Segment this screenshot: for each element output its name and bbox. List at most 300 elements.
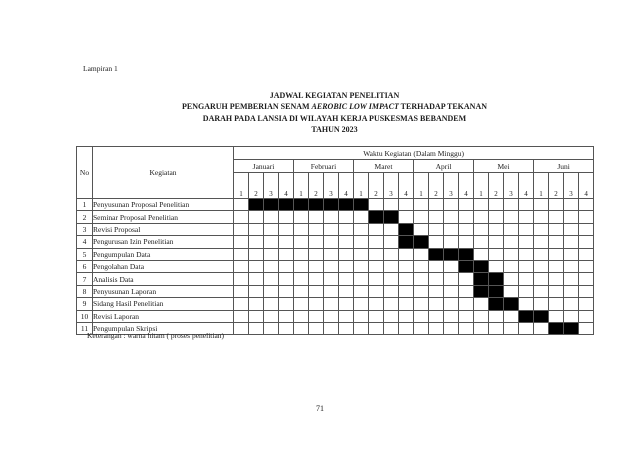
gantt-empty-cell bbox=[504, 199, 519, 211]
gantt-filled-cell bbox=[459, 260, 474, 272]
gantt-empty-cell bbox=[279, 236, 294, 248]
gantt-empty-cell bbox=[429, 236, 444, 248]
col-header-kegiatan: Kegiatan bbox=[93, 147, 234, 199]
gantt-empty-cell bbox=[549, 310, 564, 322]
gantt-empty-cell bbox=[309, 285, 324, 297]
gantt-empty-cell bbox=[564, 211, 579, 223]
gantt-empty-cell bbox=[354, 236, 369, 248]
activity-label-cell: Analisis Data bbox=[93, 273, 234, 285]
gantt-empty-cell bbox=[339, 248, 354, 260]
gantt-empty-cell bbox=[474, 298, 489, 310]
gantt-empty-cell bbox=[354, 248, 369, 260]
gantt-empty-cell bbox=[444, 223, 459, 235]
gantt-empty-cell bbox=[249, 260, 264, 272]
gantt-empty-cell bbox=[489, 310, 504, 322]
gantt-empty-cell bbox=[519, 298, 534, 310]
gantt-filled-cell bbox=[519, 310, 534, 322]
gantt-empty-cell bbox=[564, 285, 579, 297]
gantt-empty-cell bbox=[324, 298, 339, 310]
gantt-empty-cell bbox=[459, 310, 474, 322]
week-number-cell: 3 bbox=[444, 173, 459, 199]
gantt-empty-cell bbox=[579, 273, 594, 285]
gantt-empty-cell bbox=[324, 211, 339, 223]
gantt-empty-cell bbox=[504, 322, 519, 334]
gantt-empty-cell bbox=[549, 223, 564, 235]
gantt-empty-cell bbox=[384, 285, 399, 297]
gantt-empty-cell bbox=[369, 273, 384, 285]
gantt-empty-cell bbox=[264, 211, 279, 223]
col-header-no: No bbox=[77, 147, 93, 199]
row-number-cell: 11 bbox=[77, 322, 93, 334]
gantt-empty-cell bbox=[264, 273, 279, 285]
activity-label-cell: Pengumpulan Skripsi bbox=[93, 322, 234, 334]
gantt-empty-cell bbox=[234, 223, 249, 235]
row-number-cell: 4 bbox=[77, 236, 93, 248]
gantt-empty-cell bbox=[234, 273, 249, 285]
gantt-empty-cell bbox=[549, 211, 564, 223]
gantt-filled-cell bbox=[474, 260, 489, 272]
gantt-empty-cell bbox=[279, 260, 294, 272]
week-number-cell: 2 bbox=[249, 173, 264, 199]
gantt-filled-cell bbox=[264, 199, 279, 211]
gantt-filled-cell bbox=[474, 273, 489, 285]
gantt-empty-cell bbox=[294, 322, 309, 334]
gantt-empty-cell bbox=[279, 322, 294, 334]
gantt-empty-cell bbox=[579, 322, 594, 334]
gantt-empty-cell bbox=[579, 310, 594, 322]
gantt-empty-cell bbox=[264, 310, 279, 322]
activity-row bbox=[77, 199, 594, 211]
gantt-empty-cell bbox=[429, 310, 444, 322]
gantt-empty-cell bbox=[354, 310, 369, 322]
gantt-empty-cell bbox=[564, 199, 579, 211]
gantt-empty-cell bbox=[564, 248, 579, 260]
gantt-empty-cell bbox=[549, 236, 564, 248]
gantt-empty-cell bbox=[264, 298, 279, 310]
gantt-empty-cell bbox=[414, 273, 429, 285]
row-number-cell: 7 bbox=[77, 273, 93, 285]
title-line-1: JADWAL KEGIATAN PENELITIAN bbox=[269, 91, 400, 100]
gantt-empty-cell bbox=[474, 248, 489, 260]
gantt-empty-cell bbox=[264, 236, 279, 248]
month-header-februari: Februari bbox=[294, 160, 354, 173]
row-number-cell: 10 bbox=[77, 310, 93, 322]
gantt-empty-cell bbox=[474, 211, 489, 223]
week-number-cell: 4 bbox=[279, 173, 294, 199]
gantt-empty-cell bbox=[519, 223, 534, 235]
gantt-filled-cell bbox=[324, 199, 339, 211]
gantt-empty-cell bbox=[339, 310, 354, 322]
gantt-empty-cell bbox=[534, 285, 549, 297]
legend-note: Keterangan : warna hitam ( proses penelitian) bbox=[87, 331, 225, 340]
gantt-empty-cell bbox=[414, 199, 429, 211]
gantt-empty-cell bbox=[384, 310, 399, 322]
gantt-empty-cell bbox=[444, 260, 459, 272]
gantt-empty-cell bbox=[429, 211, 444, 223]
gantt-empty-cell bbox=[579, 285, 594, 297]
gantt-filled-cell bbox=[549, 322, 564, 334]
gantt-empty-cell bbox=[279, 310, 294, 322]
week-number-cell: 1 bbox=[234, 173, 249, 199]
gantt-empty-cell bbox=[504, 236, 519, 248]
gantt-empty-cell bbox=[309, 260, 324, 272]
activity-label-cell: Seminar Proposal Penelitian bbox=[93, 211, 234, 223]
gantt-empty-cell bbox=[549, 260, 564, 272]
gantt-empty-cell bbox=[399, 298, 414, 310]
gantt-filled-cell bbox=[414, 236, 429, 248]
gantt-empty-cell bbox=[489, 248, 504, 260]
gantt-empty-cell bbox=[534, 260, 549, 272]
week-number-cell: 4 bbox=[579, 173, 594, 199]
gantt-empty-cell bbox=[294, 260, 309, 272]
gantt-empty-cell bbox=[504, 273, 519, 285]
row-number-cell: 9 bbox=[77, 298, 93, 310]
gantt-empty-cell bbox=[429, 260, 444, 272]
gantt-empty-cell bbox=[279, 273, 294, 285]
activity-label-cell: Revisi Laporan bbox=[93, 310, 234, 322]
gantt-empty-cell bbox=[579, 236, 594, 248]
gantt-empty-cell bbox=[414, 260, 429, 272]
gantt-filled-cell bbox=[489, 285, 504, 297]
gantt-empty-cell bbox=[399, 285, 414, 297]
gantt-empty-cell bbox=[504, 260, 519, 272]
gantt-empty-cell bbox=[324, 273, 339, 285]
gantt-empty-cell bbox=[564, 223, 579, 235]
gantt-empty-cell bbox=[354, 260, 369, 272]
gantt-empty-cell bbox=[369, 248, 384, 260]
gantt-empty-cell bbox=[339, 298, 354, 310]
row-number-cell: 5 bbox=[77, 248, 93, 260]
gantt-empty-cell bbox=[384, 273, 399, 285]
gantt-empty-cell bbox=[519, 260, 534, 272]
gantt-empty-cell bbox=[519, 236, 534, 248]
gantt-filled-cell bbox=[399, 223, 414, 235]
gantt-empty-cell bbox=[234, 248, 249, 260]
schedule-gantt-table bbox=[76, 146, 594, 335]
gantt-empty-cell bbox=[339, 322, 354, 334]
gantt-empty-cell bbox=[549, 298, 564, 310]
gantt-empty-cell bbox=[264, 285, 279, 297]
gantt-filled-cell bbox=[279, 199, 294, 211]
row-number-cell: 6 bbox=[77, 260, 93, 272]
gantt-filled-cell bbox=[339, 199, 354, 211]
row-number-cell: 8 bbox=[77, 285, 93, 297]
week-number-cell: 2 bbox=[489, 173, 504, 199]
gantt-empty-cell bbox=[249, 211, 264, 223]
gantt-empty-cell bbox=[519, 285, 534, 297]
gantt-empty-cell bbox=[579, 223, 594, 235]
gantt-empty-cell bbox=[534, 248, 549, 260]
gantt-empty-cell bbox=[564, 260, 579, 272]
week-number-cell: 4 bbox=[459, 173, 474, 199]
gantt-empty-cell bbox=[489, 260, 504, 272]
gantt-empty-cell bbox=[339, 285, 354, 297]
gantt-filled-cell bbox=[444, 248, 459, 260]
week-number-cell: 2 bbox=[549, 173, 564, 199]
gantt-empty-cell bbox=[234, 285, 249, 297]
activity-row bbox=[77, 248, 594, 260]
activity-row bbox=[77, 223, 594, 235]
gantt-empty-cell bbox=[294, 273, 309, 285]
gantt-empty-cell bbox=[549, 285, 564, 297]
gantt-empty-cell bbox=[384, 298, 399, 310]
gantt-empty-cell bbox=[549, 199, 564, 211]
gantt-empty-cell bbox=[234, 298, 249, 310]
title-line-3: DARAH PADA LANSIA DI WILAYAH KERJA PUSKESMAS BEBANDEM bbox=[202, 113, 467, 123]
gantt-empty-cell bbox=[279, 298, 294, 310]
title-line-2-post: TERHADAP TEKANAN bbox=[398, 102, 487, 112]
week-number-cell: 4 bbox=[519, 173, 534, 199]
gantt-empty-cell bbox=[384, 223, 399, 235]
gantt-empty-cell bbox=[579, 248, 594, 260]
gantt-empty-cell bbox=[309, 211, 324, 223]
gantt-empty-cell bbox=[489, 199, 504, 211]
header-row-top bbox=[77, 147, 594, 160]
gantt-empty-cell bbox=[564, 298, 579, 310]
gantt-empty-cell bbox=[249, 285, 264, 297]
gantt-empty-cell bbox=[474, 199, 489, 211]
gantt-empty-cell bbox=[519, 273, 534, 285]
gantt-empty-cell bbox=[294, 248, 309, 260]
gantt-empty-cell bbox=[489, 211, 504, 223]
gantt-empty-cell bbox=[249, 273, 264, 285]
gantt-filled-cell bbox=[369, 211, 384, 223]
gantt-empty-cell bbox=[324, 322, 339, 334]
row-number-cell: 2 bbox=[77, 211, 93, 223]
gantt-empty-cell bbox=[339, 236, 354, 248]
gantt-empty-cell bbox=[444, 199, 459, 211]
gantt-empty-cell bbox=[414, 310, 429, 322]
gantt-empty-cell bbox=[504, 248, 519, 260]
gantt-empty-cell bbox=[234, 211, 249, 223]
gantt-empty-cell bbox=[579, 260, 594, 272]
gantt-empty-cell bbox=[384, 248, 399, 260]
gantt-empty-cell bbox=[459, 298, 474, 310]
gantt-empty-cell bbox=[294, 298, 309, 310]
gantt-empty-cell bbox=[354, 285, 369, 297]
gantt-empty-cell bbox=[324, 248, 339, 260]
week-number-cell: 2 bbox=[309, 173, 324, 199]
gantt-empty-cell bbox=[579, 199, 594, 211]
gantt-empty-cell bbox=[249, 310, 264, 322]
gantt-filled-cell bbox=[399, 236, 414, 248]
gantt-empty-cell bbox=[369, 199, 384, 211]
activity-row bbox=[77, 310, 594, 322]
activity-label-cell: Sidang Hasil Penelitian bbox=[93, 298, 234, 310]
activity-row bbox=[77, 236, 594, 248]
gantt-empty-cell bbox=[444, 322, 459, 334]
activity-label-cell: Pengolahan Data bbox=[93, 260, 234, 272]
gantt-empty-cell bbox=[444, 211, 459, 223]
gantt-empty-cell bbox=[429, 298, 444, 310]
activity-row bbox=[77, 273, 594, 285]
gantt-empty-cell bbox=[324, 236, 339, 248]
page-number: 71 bbox=[316, 404, 324, 413]
gantt-empty-cell bbox=[384, 199, 399, 211]
gantt-empty-cell bbox=[414, 248, 429, 260]
activity-row bbox=[77, 260, 594, 272]
gantt-empty-cell bbox=[249, 223, 264, 235]
gantt-filled-cell bbox=[564, 322, 579, 334]
gantt-empty-cell bbox=[324, 285, 339, 297]
gantt-empty-cell bbox=[264, 248, 279, 260]
gantt-empty-cell bbox=[444, 285, 459, 297]
weeks-header: Waktu Kegiatan (Dalam Minggu) bbox=[234, 147, 594, 160]
gantt-empty-cell bbox=[234, 199, 249, 211]
gantt-empty-cell bbox=[309, 310, 324, 322]
gantt-empty-cell bbox=[414, 322, 429, 334]
gantt-empty-cell bbox=[399, 199, 414, 211]
month-header-juni: Juni bbox=[534, 160, 594, 173]
gantt-empty-cell bbox=[309, 298, 324, 310]
gantt-empty-cell bbox=[384, 236, 399, 248]
gantt-empty-cell bbox=[324, 223, 339, 235]
gantt-empty-cell bbox=[429, 322, 444, 334]
gantt-empty-cell bbox=[354, 298, 369, 310]
activity-row bbox=[77, 298, 594, 310]
gantt-empty-cell bbox=[399, 310, 414, 322]
gantt-filled-cell bbox=[504, 298, 519, 310]
gantt-empty-cell bbox=[519, 322, 534, 334]
gantt-empty-cell bbox=[234, 322, 249, 334]
gantt-empty-cell bbox=[399, 248, 414, 260]
gantt-empty-cell bbox=[279, 248, 294, 260]
week-number-cell: 2 bbox=[429, 173, 444, 199]
gantt-empty-cell bbox=[474, 310, 489, 322]
gantt-empty-cell bbox=[504, 211, 519, 223]
activity-label-cell: Pengumpulan Data bbox=[93, 248, 234, 260]
gantt-empty-cell bbox=[399, 273, 414, 285]
row-number-cell: 3 bbox=[77, 223, 93, 235]
gantt-empty-cell bbox=[519, 199, 534, 211]
gantt-empty-cell bbox=[339, 211, 354, 223]
gantt-filled-cell bbox=[249, 199, 264, 211]
gantt-filled-cell bbox=[294, 199, 309, 211]
gantt-empty-cell bbox=[234, 310, 249, 322]
gantt-empty-cell bbox=[534, 322, 549, 334]
gantt-empty-cell bbox=[369, 236, 384, 248]
month-header-mei: Mei bbox=[474, 160, 534, 173]
gantt-empty-cell bbox=[384, 322, 399, 334]
activity-row bbox=[77, 285, 594, 297]
gantt-empty-cell bbox=[354, 273, 369, 285]
gantt-empty-cell bbox=[534, 298, 549, 310]
gantt-empty-cell bbox=[294, 236, 309, 248]
week-number-cell: 3 bbox=[564, 173, 579, 199]
gantt-empty-cell bbox=[444, 236, 459, 248]
gantt-empty-cell bbox=[489, 322, 504, 334]
gantt-empty-cell bbox=[429, 285, 444, 297]
gantt-empty-cell bbox=[294, 285, 309, 297]
gantt-empty-cell bbox=[534, 199, 549, 211]
gantt-empty-cell bbox=[459, 199, 474, 211]
gantt-empty-cell bbox=[459, 236, 474, 248]
gantt-empty-cell bbox=[384, 260, 399, 272]
gantt-empty-cell bbox=[459, 223, 474, 235]
gantt-filled-cell bbox=[534, 310, 549, 322]
gantt-empty-cell bbox=[489, 223, 504, 235]
gantt-empty-cell bbox=[249, 298, 264, 310]
gantt-empty-cell bbox=[264, 223, 279, 235]
week-number-cell: 1 bbox=[354, 173, 369, 199]
gantt-empty-cell bbox=[459, 273, 474, 285]
week-number-cell: 4 bbox=[339, 173, 354, 199]
gantt-filled-cell bbox=[309, 199, 324, 211]
week-number-cell: 1 bbox=[474, 173, 489, 199]
week-number-cell: 2 bbox=[369, 173, 384, 199]
gantt-empty-cell bbox=[579, 211, 594, 223]
gantt-empty-cell bbox=[459, 322, 474, 334]
lampiran-label: Lampiran 1 bbox=[83, 64, 118, 73]
gantt-empty-cell bbox=[444, 273, 459, 285]
gantt-empty-cell bbox=[249, 248, 264, 260]
gantt-empty-cell bbox=[399, 211, 414, 223]
gantt-empty-cell bbox=[249, 236, 264, 248]
activity-label-cell: Penyusunan Laporan bbox=[93, 285, 234, 297]
gantt-empty-cell bbox=[504, 285, 519, 297]
week-number-cell: 3 bbox=[504, 173, 519, 199]
gantt-empty-cell bbox=[564, 236, 579, 248]
gantt-empty-cell bbox=[369, 285, 384, 297]
gantt-empty-cell bbox=[444, 310, 459, 322]
gantt-empty-cell bbox=[309, 322, 324, 334]
week-number-cell: 4 bbox=[399, 173, 414, 199]
gantt-empty-cell bbox=[474, 322, 489, 334]
gantt-empty-cell bbox=[414, 211, 429, 223]
gantt-filled-cell bbox=[429, 248, 444, 260]
gantt-empty-cell bbox=[504, 223, 519, 235]
gantt-empty-cell bbox=[474, 236, 489, 248]
gantt-empty-cell bbox=[339, 223, 354, 235]
gantt-empty-cell bbox=[354, 211, 369, 223]
gantt-empty-cell bbox=[534, 223, 549, 235]
gantt-filled-cell bbox=[474, 285, 489, 297]
week-number-cell: 3 bbox=[324, 173, 339, 199]
month-header-april: April bbox=[414, 160, 474, 173]
month-header-januari: Januari bbox=[234, 160, 294, 173]
week-number-cell: 1 bbox=[414, 173, 429, 199]
gantt-empty-cell bbox=[369, 223, 384, 235]
month-header-maret: Maret bbox=[354, 160, 414, 173]
row-number-cell: 1 bbox=[77, 199, 93, 211]
gantt-empty-cell bbox=[534, 236, 549, 248]
gantt-empty-cell bbox=[369, 298, 384, 310]
gantt-empty-cell bbox=[279, 285, 294, 297]
gantt-empty-cell bbox=[339, 260, 354, 272]
activity-label-cell: Pengurusan Izin Penelitian bbox=[93, 236, 234, 248]
week-number-cell: 3 bbox=[264, 173, 279, 199]
gantt-filled-cell bbox=[489, 273, 504, 285]
gantt-empty-cell bbox=[309, 248, 324, 260]
gantt-empty-cell bbox=[414, 223, 429, 235]
gantt-filled-cell bbox=[354, 199, 369, 211]
gantt-empty-cell bbox=[354, 223, 369, 235]
gantt-empty-cell bbox=[324, 260, 339, 272]
gantt-empty-cell bbox=[489, 236, 504, 248]
gantt-empty-cell bbox=[549, 273, 564, 285]
gantt-empty-cell bbox=[459, 211, 474, 223]
gantt-empty-cell bbox=[399, 322, 414, 334]
gantt-empty-cell bbox=[369, 310, 384, 322]
activity-label-cell: Penyusunan Proposal Penelitian bbox=[93, 199, 234, 211]
gantt-empty-cell bbox=[564, 310, 579, 322]
gantt-empty-cell bbox=[264, 322, 279, 334]
gantt-empty-cell bbox=[234, 260, 249, 272]
gantt-empty-cell bbox=[549, 248, 564, 260]
gantt-empty-cell bbox=[234, 236, 249, 248]
title-line-2-pre: PENGARUH PEMBERIAN SENAM bbox=[181, 102, 312, 112]
gantt-empty-cell bbox=[444, 298, 459, 310]
